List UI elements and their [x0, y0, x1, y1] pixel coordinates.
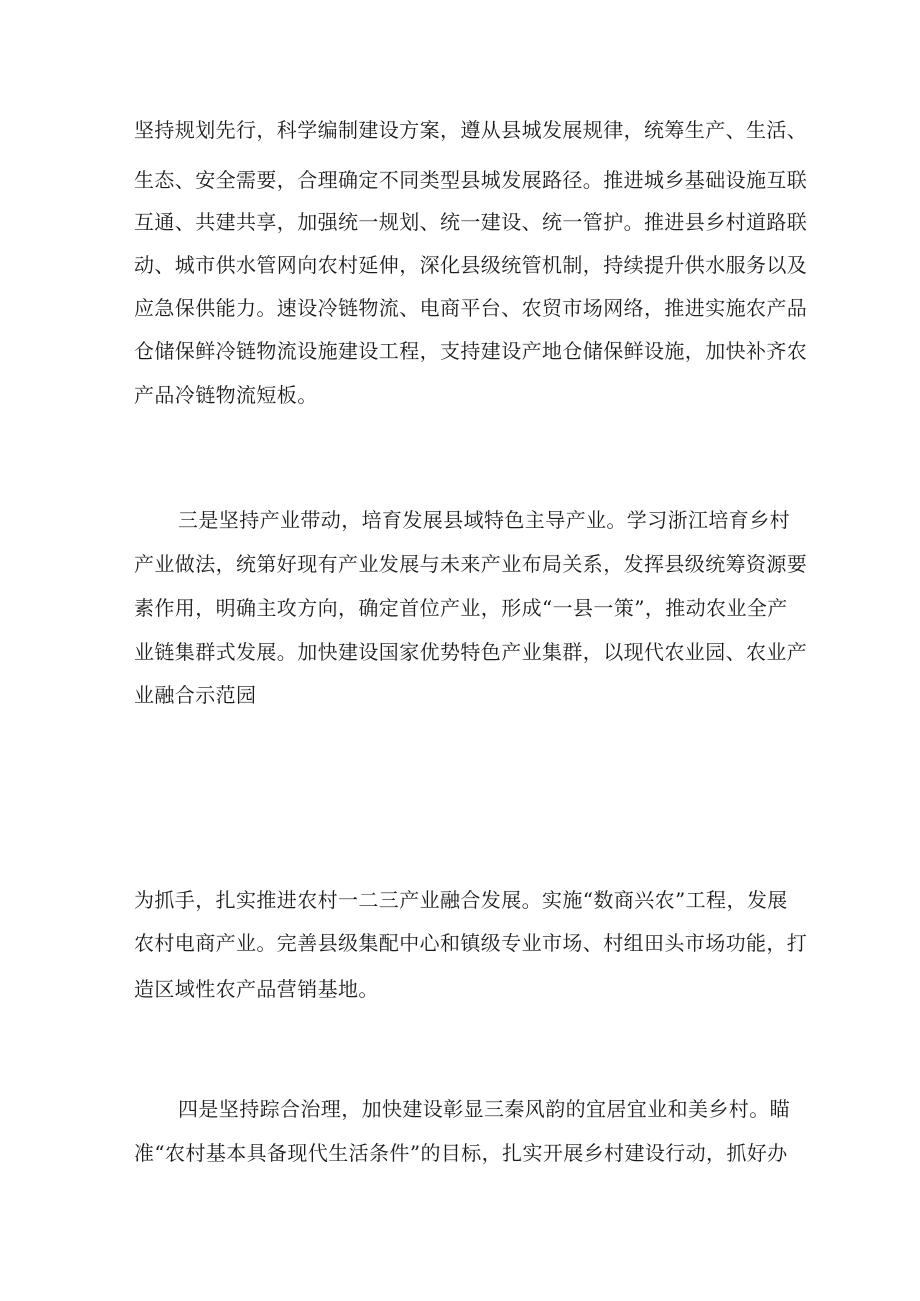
text-line: 仓储保鲜冷链物流设施建设工程，支持建设产地仓储保鲜设施，加快补齐农: [134, 339, 808, 363]
text-line: 准“农村基本具备现代生活条件”的目标，扎实开展乡村建设行动，抓好办: [134, 1141, 788, 1165]
text-line: 农村电商产业。完善县级集配中心和镇级专业市场、村组田头市场功能，打: [134, 931, 808, 955]
text-line: 产品冷链物流短板。: [134, 383, 318, 407]
text-line: 应急保供能力。速设冷链物流、电商平台、农贸市场网络，推进实施农产品: [134, 296, 808, 320]
text-line: 三是坚持产业带动，培育发展县域特色主导产业。学习浙江培育乡村: [178, 508, 790, 532]
text-line: 为抓手，扎实推进农村一二三产业融合发展。实施“数商兴农”工程，发展: [134, 888, 788, 912]
text-line: 业融合示范园: [134, 683, 257, 707]
text-line: 坚持规划先行，科学编制建设方案，遵从县城发展规律，统筹生产、生活、: [134, 118, 808, 142]
text-line: 业链集群式发展。加快建设国家优势特色产业集群，以现代农业园、农业产: [134, 640, 808, 664]
text-line: 造区域性农产品营销基地。: [134, 977, 379, 1001]
text-line: 动、城市供水管网向农村延伸，深化县级统管机制，持续提升供水服务以及: [134, 253, 808, 277]
text-line: 四是坚持踪合治理，加快建设彰显三秦风韵的宜居宜业和美乡村。瞄: [178, 1097, 790, 1121]
text-line: 产业做法，统第好现有产业发展与未来产业布局关系，发挥县级统筹资源要: [134, 552, 808, 576]
text-line: 生态、安全需要，合理确定不同类型县城发展路径。推进城乡基础设施互联: [134, 168, 808, 192]
text-line: 互通、共建共享，加强统一规划、统一建设、统一管护。推进县乡村道路联: [134, 210, 808, 234]
text-line: 素作用，明确主攻方向，确定首位产业，形成“一县一策”，推动农业全产: [134, 596, 788, 620]
